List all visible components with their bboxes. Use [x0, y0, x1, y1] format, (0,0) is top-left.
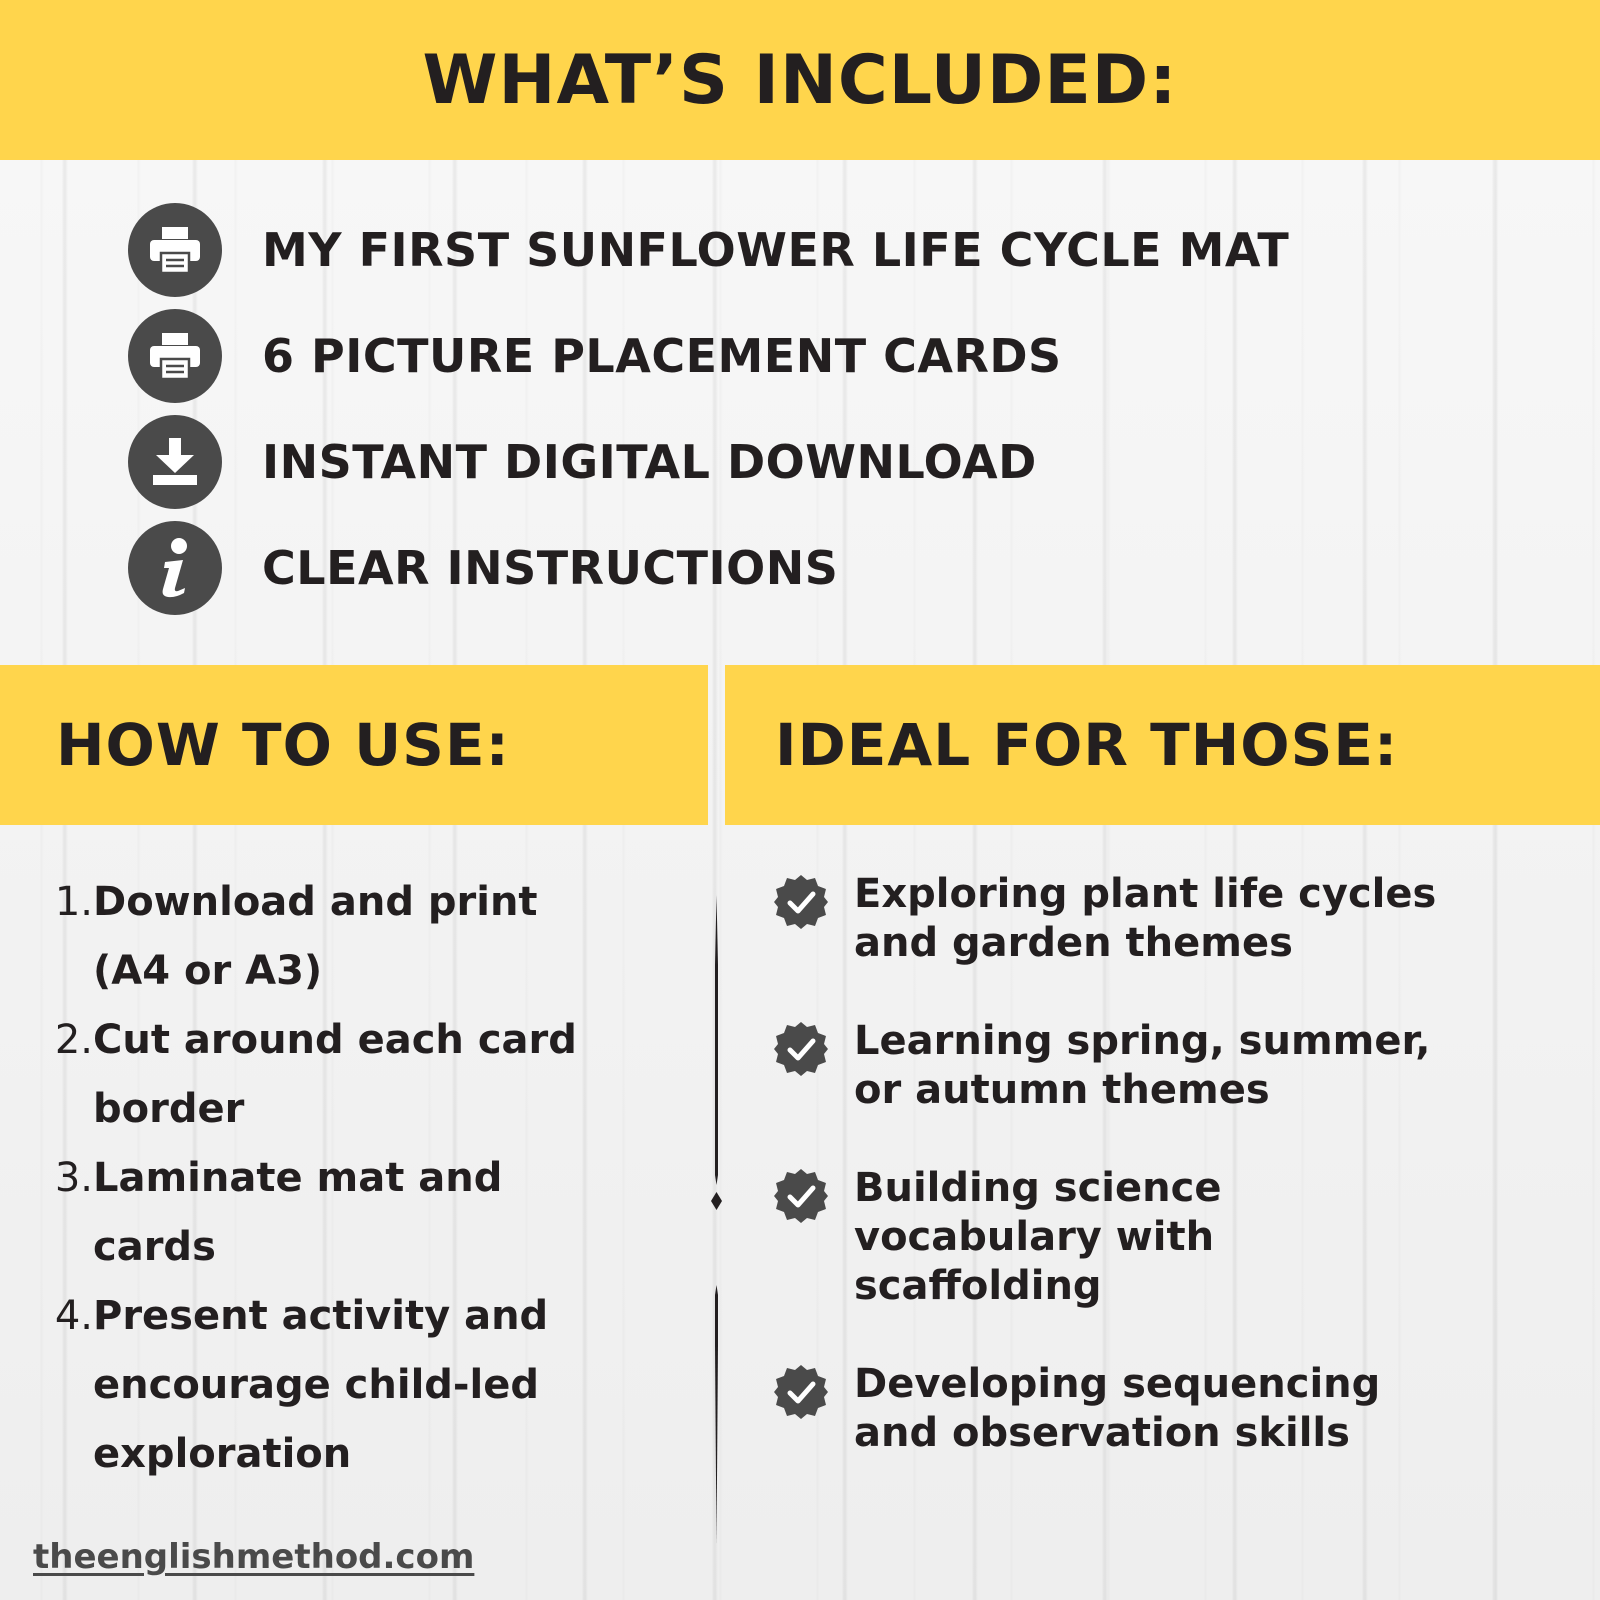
step-line: Cut around each card — [93, 1017, 577, 1063]
ideal-line: Exploring plant life cycles — [854, 871, 1437, 917]
whats-included-banner — [0, 0, 1600, 160]
included-list — [128, 197, 1568, 621]
list-item — [773, 1360, 1573, 1458]
step-number: 1. — [54, 879, 93, 925]
list-item — [40, 1282, 680, 1489]
printer-icon — [128, 203, 222, 297]
ideal-item-text — [854, 1164, 1221, 1311]
step-line: Present activity and — [93, 1293, 549, 1339]
list-item — [40, 1144, 680, 1282]
step-line: Laminate mat and — [93, 1155, 503, 1201]
ideal-line: vocabulary with — [854, 1214, 1215, 1260]
checkmark-icon — [773, 874, 829, 930]
download-icon — [128, 415, 222, 509]
included-item-label: CLEAR INSTRUCTIONS — [262, 541, 839, 595]
step-text — [93, 1282, 548, 1489]
info-icon — [128, 521, 222, 615]
step-number: 3. — [54, 1155, 93, 1201]
ideal-line: Learning spring, summer, — [854, 1018, 1431, 1064]
how-to-use-title: HOW TO USE: — [56, 711, 510, 779]
ideal-item-text — [854, 1360, 1380, 1458]
step-line: border — [93, 1086, 245, 1132]
ideal-line: and observation skills — [854, 1410, 1350, 1456]
printer-icon — [128, 309, 222, 403]
included-item-label: INSTANT DIGITAL DOWNLOAD — [262, 435, 1037, 489]
step-number: 4. — [54, 1293, 93, 1339]
website-link[interactable]: theenglishmethod.com — [33, 1537, 475, 1577]
ideal-for-list — [773, 870, 1573, 1507]
included-item-mat — [128, 197, 1568, 303]
checkmark-icon — [773, 1168, 829, 1224]
ideal-line: Developing sequencing — [854, 1361, 1381, 1407]
page-title: WHAT’S INCLUDED: — [422, 40, 1178, 120]
ideal-item-text — [854, 870, 1436, 968]
vertical-divider — [708, 665, 725, 1600]
list-item — [773, 1164, 1573, 1311]
checkmark-icon — [773, 1364, 829, 1420]
list-item — [773, 1017, 1573, 1115]
ideal-line: scaffolding — [854, 1263, 1102, 1309]
step-line: Download and print — [93, 879, 538, 925]
included-item-label: MY FIRST SUNFLOWER LIFE CYCLE MAT — [262, 223, 1290, 277]
step-line: encourage child-led — [93, 1362, 539, 1408]
included-item-cards — [128, 303, 1568, 409]
ideal-for-title: IDEAL FOR THOSE: — [775, 711, 1399, 779]
ideal-line: and garden themes — [854, 920, 1293, 966]
checkmark-icon — [773, 1021, 829, 1077]
included-item-instructions — [128, 515, 1568, 621]
step-line: exploration — [93, 1431, 352, 1477]
step-text — [93, 1006, 577, 1144]
step-text — [93, 1144, 502, 1282]
included-item-label: 6 PICTURE PLACEMENT CARDS — [262, 329, 1062, 383]
step-line: cards — [93, 1224, 216, 1270]
ideal-line: or autumn themes — [854, 1067, 1270, 1113]
how-to-use-banner — [0, 665, 708, 825]
step-number: 2. — [54, 1017, 93, 1063]
how-to-use-list — [40, 868, 680, 1489]
step-line: (A4 or A3) — [93, 948, 323, 994]
included-item-download — [128, 409, 1568, 515]
ideal-for-banner — [725, 665, 1600, 825]
step-text — [93, 868, 538, 1006]
ideal-line: Building science — [854, 1165, 1222, 1211]
list-item — [773, 870, 1573, 968]
ideal-item-text — [854, 1017, 1430, 1115]
list-item — [40, 868, 680, 1006]
list-item — [40, 1006, 680, 1144]
